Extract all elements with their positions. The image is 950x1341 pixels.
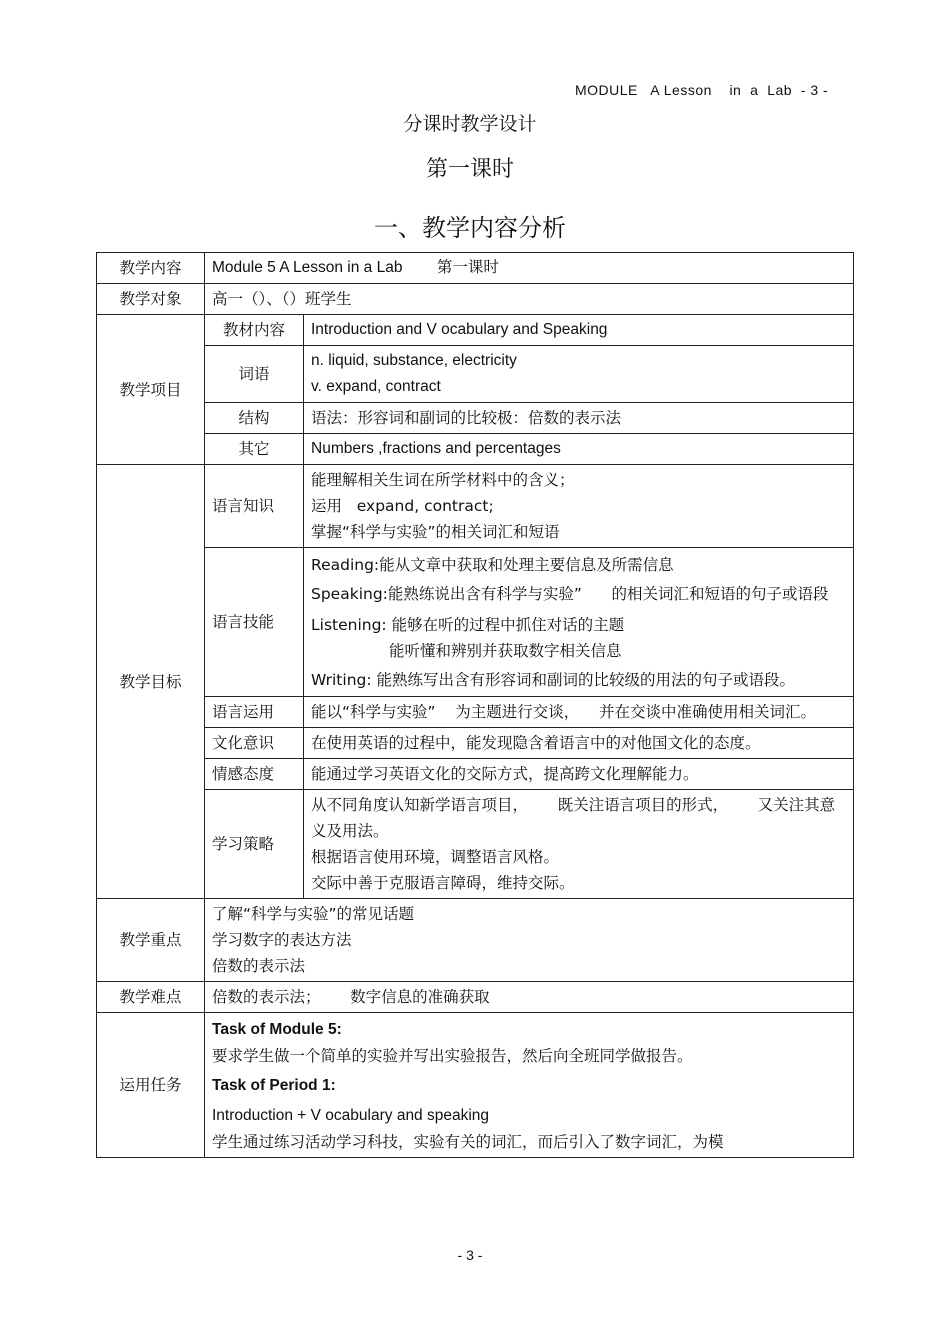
label-textbook: 教材内容 [205, 315, 304, 346]
row-attitude [97, 759, 854, 790]
words-line: n. liquid, substance, electricity [311, 352, 517, 369]
section-heading: 一、教学内容分析 [374, 214, 566, 242]
row-difficulty [97, 982, 854, 1013]
value-structure: 语法：形容词和副词的比较极：倍数的表示法 [304, 403, 854, 434]
row-textbook [97, 315, 854, 346]
value-content: Module 5 A Lesson in a Lab 第一课时 [205, 253, 854, 284]
period-title: 第一课时 [425, 157, 514, 182]
row-tasks [97, 1013, 854, 1158]
row-structure [97, 403, 854, 434]
row-content [97, 253, 854, 284]
running-header: MODULE A Lesson in a Lab - 3 - [575, 82, 829, 98]
label-focus: 教学重点 [97, 899, 205, 982]
task-module-heading: Task of Module 5: [212, 1021, 342, 1038]
value-attitude: 能通过学习英语文化的交际方式，提高跨文化理解能力。 [304, 759, 854, 790]
skills-line: Writing: 能熟练写出含有形容词和副词的比较级的用法的句子或语段。 [311, 671, 796, 689]
value-knowledge [304, 465, 854, 548]
task-period-heading: Task of Period 1: [212, 1077, 336, 1094]
strategy-line: 交际中善于克服语言障碍，维持交际。 [311, 874, 575, 892]
row-focus [97, 899, 854, 982]
label-goals: 教学目标 [97, 465, 205, 899]
label-difficulty: 教学难点 [97, 982, 205, 1013]
knowledge-line: 运用 expand, contract; [311, 497, 494, 515]
row-strategy [97, 790, 854, 899]
label-usage: 语言运用 [205, 697, 304, 728]
row-skills [97, 548, 854, 697]
document-subtitle: 分课时教学设计 [403, 113, 537, 135]
label-audience: 教学对象 [97, 284, 205, 315]
value-skills [304, 548, 854, 697]
row-knowledge [97, 465, 854, 548]
skills-line: Reading:能从文章中获取和处理主要信息及所需信息 [311, 556, 674, 574]
value-difficulty: 倍数的表示法； 数字信息的准确获取 [205, 982, 854, 1013]
value-strategy [304, 790, 854, 899]
page-number: - 3 - [457, 1247, 483, 1263]
label-knowledge: 语言知识 [205, 465, 304, 548]
value-tasks [205, 1013, 854, 1158]
row-other [97, 434, 854, 465]
value-textbook: Introduction and V ocabulary and Speaking [304, 315, 854, 346]
value-usage: 能以“科学与实验” 为主题进行交谈， 并在交谈中准确使用相关词汇。 [304, 697, 854, 728]
label-attitude: 情感态度 [205, 759, 304, 790]
focus-line: 倍数的表示法 [212, 957, 306, 975]
label-strategy: 学习策略 [205, 790, 304, 899]
strategy-line: 根据语言使用环境，调整语言风格。 [311, 848, 560, 866]
label-content: 教学内容 [97, 253, 205, 284]
row-words [97, 346, 854, 403]
label-other: 其它 [205, 434, 304, 465]
row-culture [97, 728, 854, 759]
label-words: 词语 [205, 346, 304, 403]
value-focus [205, 899, 854, 982]
knowledge-line: 掌握“科学与实验”的相关词汇和短语 [311, 523, 560, 541]
lesson-analysis-table [96, 252, 854, 1158]
task-module-text: 要求学生做一个简单的实验并写出实验报告，然后向全班同学做报告。 [212, 1047, 693, 1065]
label-skills: 语言技能 [205, 548, 304, 697]
row-audience [97, 284, 854, 315]
label-structure: 结构 [205, 403, 304, 434]
focus-line: 学习数字的表达方法 [212, 931, 352, 949]
value-audience: 高一（）、（）班学生 [205, 284, 854, 315]
value-culture: 在使用英语的过程中，能发现隐含着语言中的对他国文化的态度。 [304, 728, 854, 759]
row-usage [97, 697, 854, 728]
label-tasks: 运用任务 [97, 1013, 205, 1158]
skills-line: 能听懂和辨别并获取数字相关信息 [389, 642, 622, 660]
value-other: Numbers ,fractions and percentages [304, 434, 854, 465]
task-period-title: Introduction + V ocabulary and speaking [212, 1107, 490, 1124]
value-words [304, 346, 854, 403]
skills-line: Speaking:能熟练说出含有科学与实验” 的相关词汇和短语的句子或语段 [311, 585, 829, 603]
focus-line: 了解“科学与实验”的常见话题 [212, 905, 415, 923]
skills-line: Listening: 能够在听的过程中抓住对话的主题 [311, 616, 625, 634]
label-culture: 文化意识 [205, 728, 304, 759]
strategy-line: 从不同角度认知新学语言项目， 既关注语言项目的形式， 又关注其意义及用法。 [311, 796, 836, 840]
words-line: v. expand, contract [311, 378, 441, 395]
knowledge-line: 能理解相关生词在所学材料中的含义； [311, 471, 575, 489]
task-period-text: 学生通过练习活动学习科技，实验有关的词汇，而后引入了数字词汇，为模 [212, 1133, 724, 1151]
label-items: 教学项目 [97, 315, 205, 465]
